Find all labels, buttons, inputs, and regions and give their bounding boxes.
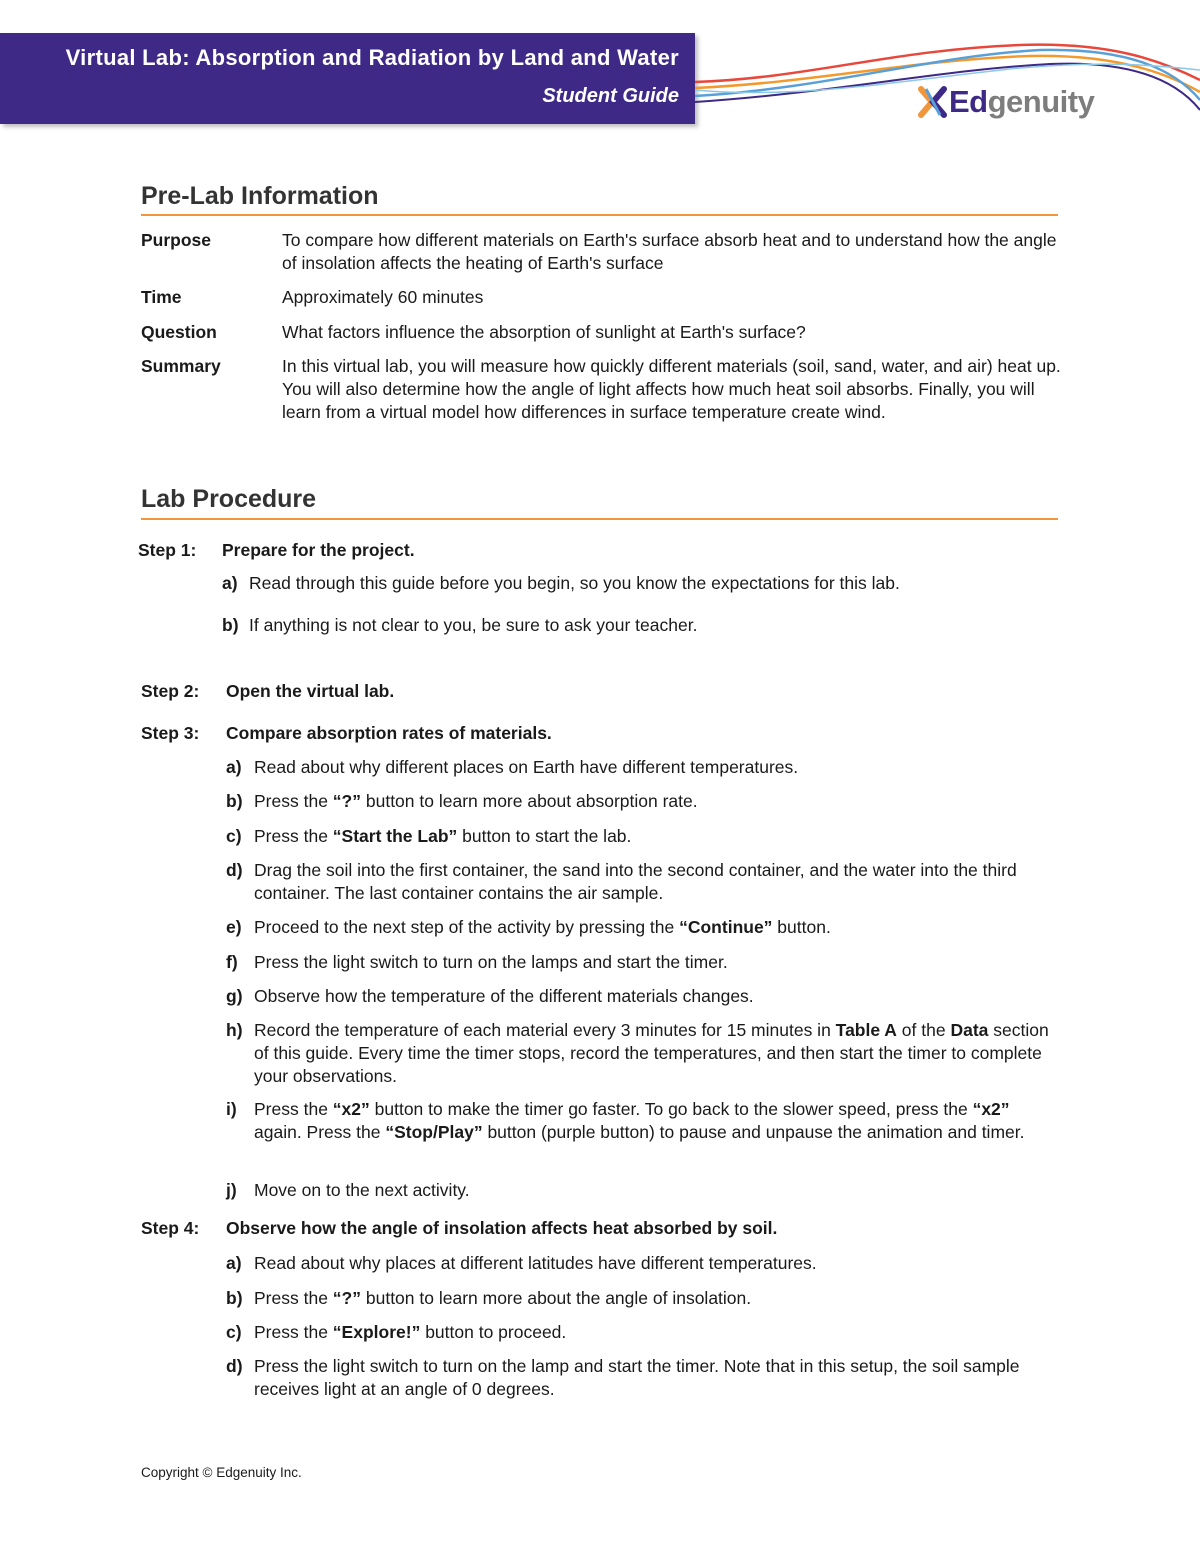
step3-item-e: e) Proceed to the next step of the activity by pressing the “Continue” button. <box>226 917 831 937</box>
time-label: Time <box>141 287 182 307</box>
purpose-label: Purpose <box>141 230 212 250</box>
time-text: Approximately 60 minutes <box>282 287 484 307</box>
step4-item-d: d) Press the light switch to turn on the lamp and start the timer. Note that in this setup, the soil sample receives light at an angle of 0 degrees. <box>226 1356 1020 1399</box>
step4-title: Observe how the angle of insolation affects heat absorbed by soil. <box>226 1218 778 1238</box>
step3-item-f: f) Press the light switch to turn on the lamps and start the timer. <box>226 952 728 972</box>
step3-item-g: g) Observe how the temperature of the different materials changes. <box>226 986 754 1006</box>
step3-item-a: a) Read about why different places on Earth have different temperatures. <box>226 757 799 777</box>
summary-text: In this virtual lab, you will measure how quickly different materials (soil, sand, water, and air) heat up. You will also determine how the angle of light affects how much heat soil absorbs. Finally, you will learn from a virtual model how differences in surface temperature create wind. <box>282 356 1061 422</box>
step3-item-j: j) Move on to the next activity. <box>226 1180 470 1200</box>
procedure-heading: Lab Procedure <box>141 485 317 513</box>
step1-label: Step 1: <box>138 540 197 560</box>
document-title: Virtual Lab: Absorption and Radiation by Land and Water <box>65 45 679 70</box>
copyright-notice: Copyright © Edgenuity Inc. <box>141 1465 302 1480</box>
logo-wordmark: Edgenuity <box>949 84 1095 119</box>
step3-title: Compare absorption rates of materials. <box>226 723 552 743</box>
step2-label: Step 2: <box>141 681 200 701</box>
step3-item-d: d) Drag the soil into the first container, the sand into the second container, and the water into the third container. The last container contains the air sample. <box>226 860 1017 903</box>
step3-item-h: h) Record the temperature of each material every 3 minutes for 15 minutes in Table A of the Data section of this guide. Every time the timer stops, record the temperatures, and then start the timer to complete your observations. <box>226 1020 1049 1086</box>
purpose-text: To compare how different materials on Earth's surface absorb heat and to understand how the angle of insolation affects the heating of Earth's surface <box>282 230 1057 273</box>
procedure-rule <box>141 518 1058 520</box>
step1-title: Prepare for the project. <box>222 540 415 560</box>
document-subtitle: Student Guide <box>542 85 679 107</box>
step1-item-a: a) Read through this guide before you begin, so you know the expectations for this lab. <box>222 573 900 593</box>
header-banner <box>0 33 695 124</box>
question-text: What factors influence the absorption of sunlight at Earth's surface? <box>282 322 806 342</box>
logo-x-icon <box>918 86 948 118</box>
step2-title: Open the virtual lab. <box>226 681 395 701</box>
step3-item-i: i) Press the “x2” button to make the timer go faster. To go back to the slower speed, press the “x2” again. Press the “Stop/Play” button (purple button) to pause and unpause the animation and timer. <box>226 1099 1025 1142</box>
summary-label: Summary <box>141 356 221 376</box>
question-label: Question <box>141 322 217 342</box>
step1-item-b: b) If anything is not clear to you, be sure to ask your teacher. <box>222 615 698 635</box>
step3-label: Step 3: <box>141 723 200 743</box>
step4-item-a: a) Read about why places at different latitudes have different temperatures. <box>226 1253 817 1273</box>
step3-item-c: c) Press the “Start the Lab” button to start the lab. <box>226 826 632 846</box>
step4-item-c: c) Press the “Explore!” button to proceed. <box>226 1322 567 1342</box>
step4-label: Step 4: <box>141 1218 200 1238</box>
step4-item-b: b) Press the “?” button to learn more about the angle of insolation. <box>226 1288 752 1308</box>
edgenuity-logo <box>918 84 1094 120</box>
prelab-rule <box>141 214 1058 216</box>
step3-item-b: b) Press the “?” button to learn more about absorption rate. <box>226 791 698 811</box>
prelab-heading: Pre-Lab Information <box>141 182 379 210</box>
